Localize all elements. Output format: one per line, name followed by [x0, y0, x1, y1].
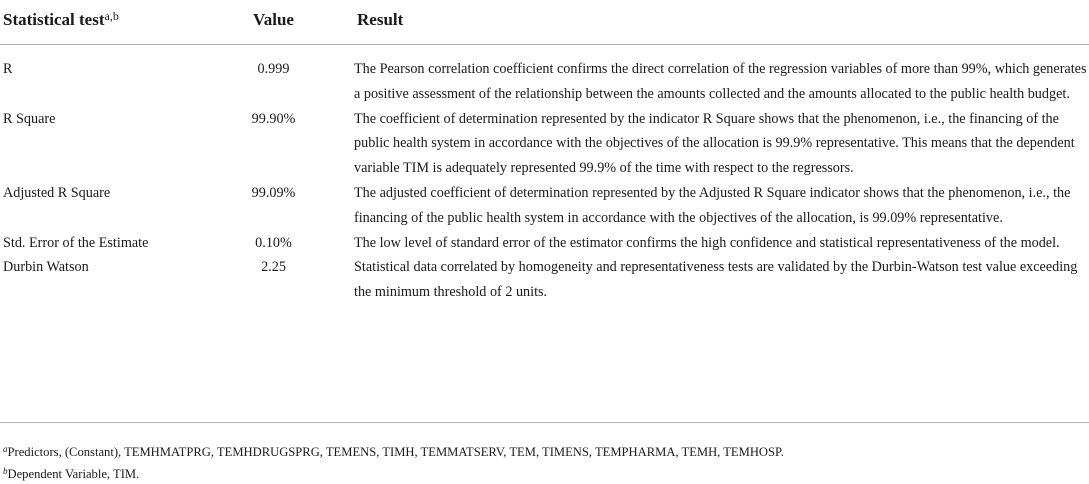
footnote-b-mark: b — [3, 466, 8, 476]
header-row — [0, 0, 1089, 45]
table-bottom-rule — [0, 422, 1089, 423]
header-value: Value — [193, 0, 354, 45]
cell-test: R — [3, 61, 13, 77]
table-row — [0, 255, 1089, 313]
cell-test: Std. Error of the Estimate — [3, 234, 149, 251]
table-row — [0, 181, 1089, 231]
cell-result: Statistical data correlated by homogeneity and representativeness tests are validated by the Durbin-Watson test value exceeding the minimum threshold of 2 units. — [354, 259, 1078, 301]
table-row — [0, 45, 1089, 107]
cell-value: 0.999 — [257, 61, 290, 77]
table-footnotes — [3, 440, 784, 484]
cell-value: 99.90% — [251, 110, 296, 127]
cell-test: Durbin Watson — [3, 259, 89, 276]
cell-value: 2.25 — [261, 259, 286, 276]
cell-value: 0.10% — [255, 234, 292, 251]
cell-test: R Square — [3, 110, 56, 127]
header-result: Result — [354, 0, 1089, 45]
footnote-b-text: Dependent Variable, TIM. — [7, 467, 140, 481]
footnote-b — [3, 462, 784, 484]
header-superscript: a,b — [104, 9, 119, 23]
table-row — [0, 231, 1089, 256]
footnote-a-mark: a — [3, 444, 8, 454]
cell-result: The low level of standard error of the estimator confirms the high confidence and statistical representativeness of the model. — [354, 234, 1060, 251]
footnote-a-text: Predictors, (Constant), TEMHMATPRG, TEMHDRUGSPRG, TEMENS, TIMH, TEMMATSERV, TEM, TIMENS, TEMPHARMA, TEMH, TEMHOSP. — [7, 445, 784, 459]
cell-result: The adjusted coefficient of determination represented by the Adjusted R Square indicator shows that the phenomenon, i.e., the financing of the public health system in accordance with the objectives of the allocation, is 99.09% representative. — [354, 184, 1071, 226]
cell-result: The Pearson correlation coefficient confirms the direct correlation of the regression variables of more than 99%, which generates a positive assessment of the relationship between the amounts collected and the amounts allocated to the public health budget. — [354, 61, 1087, 102]
footnote-a — [3, 440, 784, 462]
cell-result: The coefficient of determination represented by the indicator R Square shows that the phenomenon, i.e., the financing of the public health system in accordance with the objectives of the allocation is 99.9% representative. This means that the dependent variable TIM is adequately represented 99.9% of the time with respect to the regressors. — [354, 110, 1075, 177]
cell-test: Adjusted R Square — [3, 184, 111, 201]
header-statistical-test: Statistical test$^{a,b}$ — [0, 0, 193, 45]
cell-value: 99.09% — [251, 184, 296, 201]
table-row — [0, 107, 1089, 181]
